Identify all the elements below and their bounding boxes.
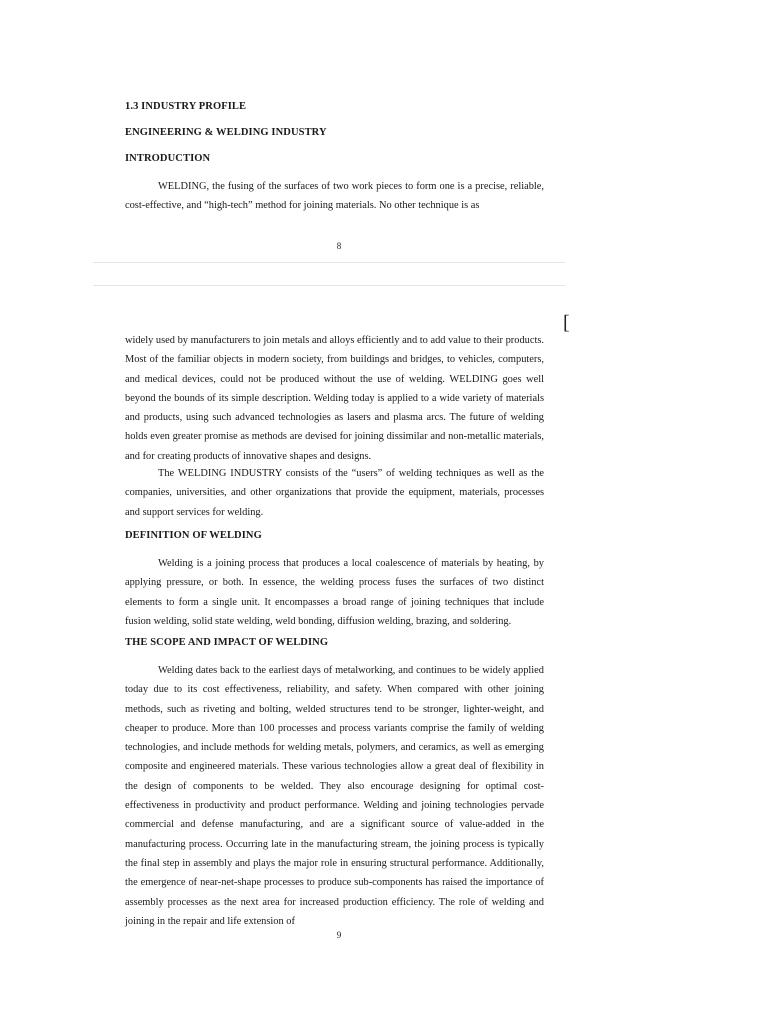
section-heading: 1.3 INDUSTRY PROFILE: [125, 101, 247, 112]
intro-paragraph: WELDING, the fusing of the surfaces of two work pieces to form one is a precise, reliable, cost-effective, and “high-tech” method for joining materials. No other technique is as: [125, 181, 544, 212]
page-break-line-bottom: [93, 285, 565, 286]
definition-paragraph: Welding is a joining process that produces a local coalescence of materials by heating, by applying pressure, or both. In essence, the welding process fuses the surfaces of two distinct elements to form a single unit. It encompasses a broad range of joining techniques that include fusion welding, solid state welding, weld bonding, diffusion welding, brazing, and soldering.: [125, 558, 544, 627]
definition-heading: DEFINITION OF WELDING: [125, 530, 262, 541]
intro-heading: INTRODUCTION: [125, 153, 211, 164]
industry-heading: ENGINEERING & WELDING INDUSTRY: [125, 127, 327, 138]
industry-paragraph: The WELDING INDUSTRY consists of the “users” of welding techniques as well as the companies, universities, and other organizations that provide the equipment, materials, processes and support services for welding.: [125, 468, 544, 518]
text-cursor-icon: [: [563, 312, 570, 334]
scope-paragraph: Welding dates back to the earliest days of metalworking, and continues to be widely applied today due to its cost effectiveness, reliability, and safety. When compared with other joining methods, such as riveting and bolting, welded structures tend to be stronger, lighter-weight, and cheaper to produce. More than 100 processes and process variants comprise the family of welding technologies, and include methods for welding metals, polymers, and ceramics, as well as emerging composite and engineered materials. These various technologies allow a great deal of flexibility in the design of components to be welded. They also encourage designing for optimal cost-effectiveness in productivity and product performance. Welding and joining technologies pervade commercial and defense manufacturing, and are a significant source of value-added in the manufacturing process. Occurring late in the manufacturing stream, the joining process is typically the final step in assembly and plays the major role in ensuring structural performance. Additionally, the emergence of near-net-shape processes to produce sub-components has raised the importance of assembly processes as the next area for increased production efficiency. The role of welding and joining in the repair and life extension of: [125, 665, 544, 927]
scope-heading: THE SCOPE AND IMPACT OF WELDING: [125, 637, 329, 648]
page-number-bottom: 9: [336, 930, 342, 940]
continued-paragraph: widely used by manufacturers to join metals and alloys efficiently and to add value to their products. Most of the familiar objects in modern society, from buildings and bridges, to vehicles, computers, and medical devices, could not be produced without the use of welding. WELDING goes well beyond the bounds of its simple description. Welding today is applied to a wide variety of materials and products, using such advanced technologies as lasers and plasma arcs. The future of welding holds even greater promise as methods are devised for joining dissimilar and non-metallic materials, and for creating products of innovative shapes and designs.: [125, 335, 544, 462]
page-number-top: 8: [336, 241, 342, 251]
page-break-line-top: [93, 262, 565, 263]
